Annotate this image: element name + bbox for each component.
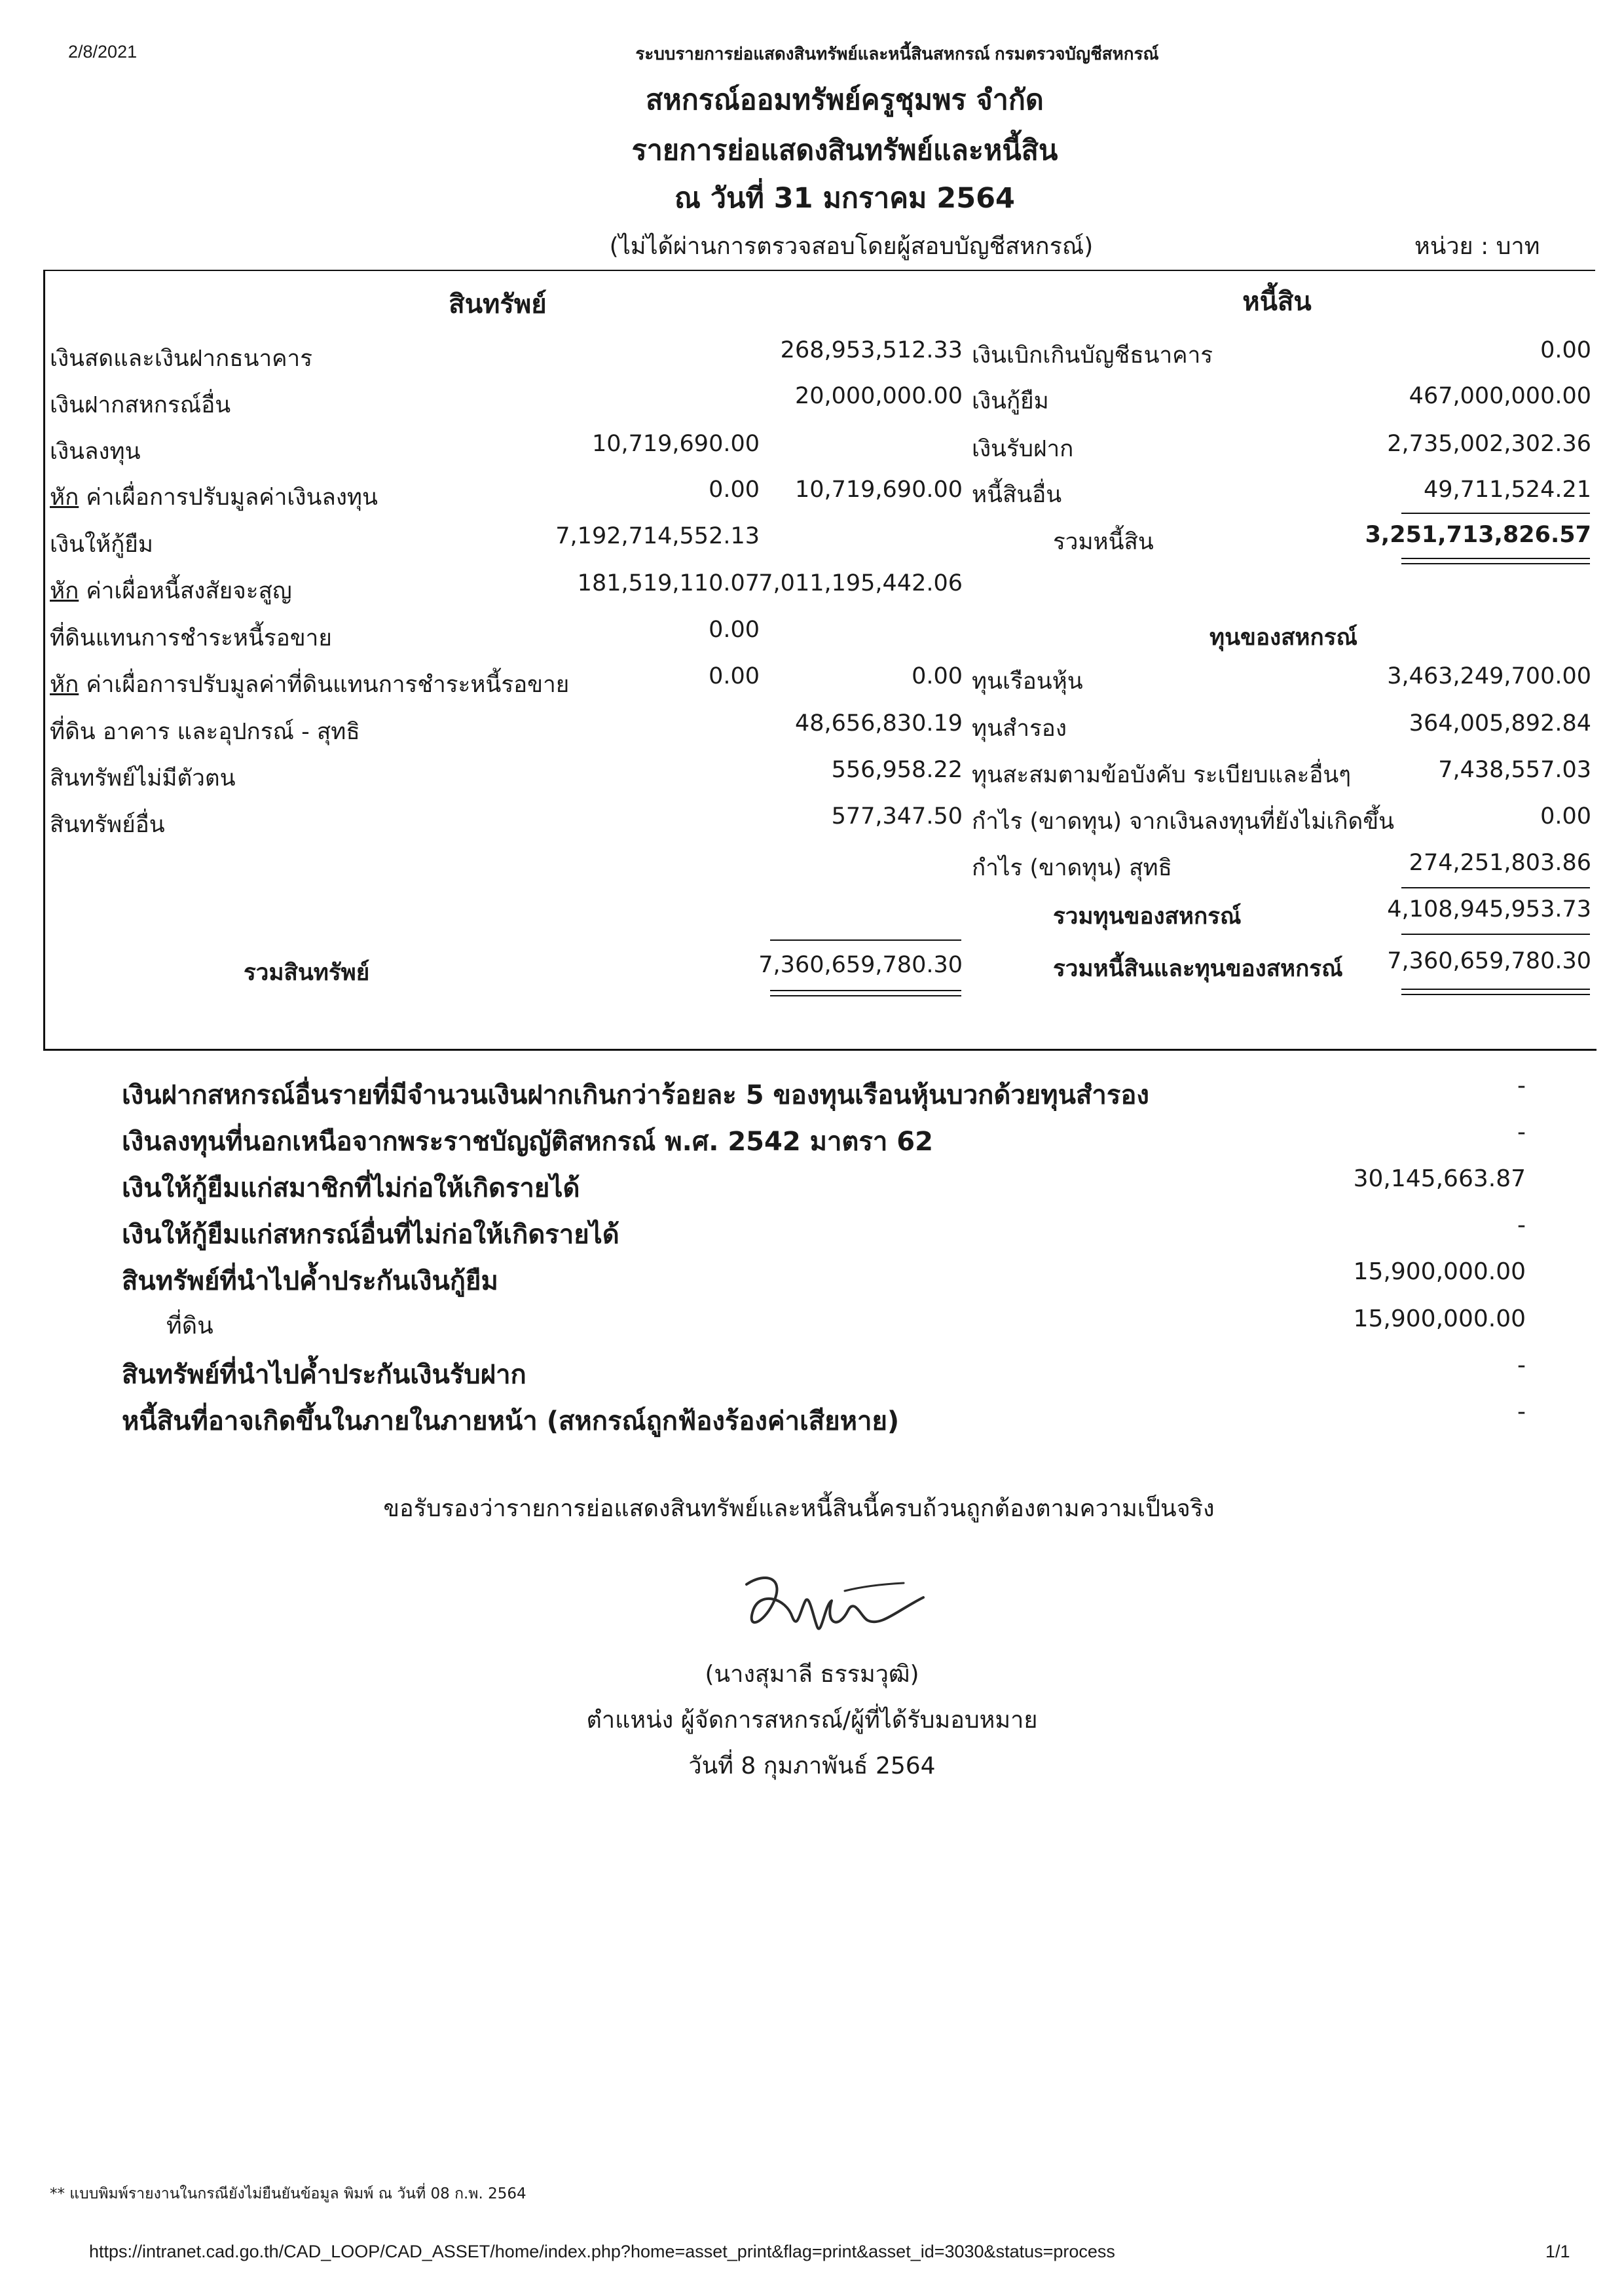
- assets-total-rule-2: [770, 995, 961, 996]
- frame-top-line: [45, 270, 1595, 271]
- liability-label: เงินรับฝาก: [972, 436, 1074, 462]
- assets-total-value: 7,360,659,780.30: [758, 952, 963, 978]
- asset-label: สินทรัพย์ไม่มีตัวตน: [50, 765, 236, 792]
- note-label: เงินให้กู้ยืมแก่สมาชิกที่ไม่ก่อให้เกิดรายได้: [122, 1173, 580, 1203]
- note-label: เงินลงทุนที่นอกเหนือจากพระราชบัญญัติสหกรณ์ พ.ศ. 2542 มาตรา 62: [122, 1127, 933, 1157]
- page-number: 1/1: [1545, 2242, 1570, 2261]
- asset-net: 48,656,830.19: [794, 710, 963, 737]
- grand-total-label: รวมหนี้สินและทุนของสหกรณ์: [1053, 956, 1343, 982]
- note-value: -: [1517, 1352, 1526, 1379]
- handwritten-signature: [727, 1565, 936, 1656]
- asset-net: 556,958.22: [831, 757, 963, 783]
- equity-label: กำไร (ขาดทุน) จากเงินลงทุนที่ยังไม่เกิดขึ้น: [972, 809, 1395, 835]
- liability-label: เงินเบิกเกินบัญชีธนาคาร: [972, 342, 1213, 369]
- asset-label: ที่ดิน อาคาร และอุปกรณ์ - สุทธิ: [50, 719, 360, 745]
- report-title: รายการย่อแสดงสินทรัพย์และหนี้สิน: [631, 134, 1058, 167]
- asset-gross: 7,192,714,552.13: [555, 523, 760, 549]
- asset-gross: 0.00: [709, 477, 760, 503]
- equity-total-value: 4,108,945,953.73: [1387, 896, 1591, 922]
- equity-label: กำไร (ขาดทุน) สุทธิ: [972, 855, 1172, 881]
- liabilities-total-rule-2: [1401, 563, 1590, 564]
- signature-date: วันที่ 8 กุมภาพันธ์ 2564: [688, 1753, 936, 1779]
- grand-total-value: 7,360,659,780.30: [1387, 948, 1591, 974]
- equity-value: 7,438,557.03: [1438, 757, 1591, 783]
- asset-net: 268,953,512.33: [780, 337, 963, 363]
- equity-value: 364,005,892.84: [1409, 710, 1591, 737]
- liability-value: 2,735,002,302.36: [1387, 431, 1591, 457]
- assets-heading: สินทรัพย์: [449, 289, 547, 319]
- assets-total-label: รวมสินทรัพย์: [244, 960, 370, 986]
- grand-total-rule-2: [1401, 994, 1590, 995]
- asset-label: เงินให้กู้ยืม: [50, 532, 153, 558]
- unit-label: หน่วย : บาท: [1414, 233, 1540, 260]
- liability-value: 0.00: [1540, 337, 1591, 363]
- asset-label: ที่ดินแทนการชำระหนี้รอขาย: [50, 625, 332, 651]
- coop-name: สหกรณ์ออมทรัพย์ครูชุมพร จำกัด: [646, 84, 1044, 117]
- asset-label: เงินฝากสหกรณ์อื่น: [50, 392, 231, 418]
- grand-total-rule-1: [1401, 989, 1590, 990]
- equity-label: ทุนสำรอง: [972, 716, 1067, 742]
- asset-gross: 10,719,690.00: [591, 431, 760, 457]
- frame-left-line: [43, 270, 45, 1050]
- asset-net: 10,719,690.00: [794, 477, 963, 503]
- asset-gross: 0.00: [709, 617, 760, 643]
- signatory-position: ตำแหน่ง ผู้จัดการสหกรณ์/ผู้ที่ได้รับมอบหมาย: [586, 1707, 1038, 1734]
- equity-label: ทุนสะสมตามข้อบังคับ ระเบียบและอื่นๆ: [972, 762, 1352, 788]
- report-date: ณ วันที่ 31 มกราคม 2564: [674, 182, 1015, 215]
- note-label: เงินให้กู้ยืมแก่สหกรณ์อื่นที่ไม่ก่อให้เกิดรายได้: [122, 1220, 619, 1250]
- equity-total-top-rule: [1401, 887, 1590, 888]
- note-value: 15,900,000.00: [1353, 1305, 1526, 1332]
- note-value: 30,145,663.87: [1353, 1165, 1526, 1192]
- assets-total-rule-1: [770, 990, 961, 991]
- note-value: -: [1517, 1119, 1526, 1146]
- asset-net: 577,347.50: [831, 803, 963, 829]
- asset-label: เงินสดและเงินฝากธนาคาร: [50, 346, 313, 372]
- liability-label: เงินกู้ยืม: [972, 388, 1049, 414]
- note-value: -: [1517, 1072, 1526, 1099]
- note-value: -: [1517, 1212, 1526, 1239]
- equity-total-bottom-rule: [1401, 934, 1590, 935]
- equity-value: 274,251,803.86: [1409, 850, 1591, 876]
- note-value: -: [1517, 1398, 1526, 1425]
- less-prefix: หัก: [50, 484, 79, 511]
- equity-value: 0.00: [1540, 803, 1591, 829]
- liabilities-heading: หนี้สิน: [1242, 287, 1312, 317]
- note-label: สินทรัพย์ที่นำไปค้ำประกันเงินกู้ยืม: [122, 1266, 498, 1296]
- note-label: หนี้สินที่อาจเกิดขึ้นในภายในภายหน้า (สหกรณ์ถูกฟ้องร้องค่าเสียหาย): [122, 1406, 900, 1436]
- liabilities-total-rule-1: [1401, 558, 1590, 559]
- asset-gross: 0.00: [709, 663, 760, 689]
- audit-note: (ไม่ได้ผ่านการตรวจสอบโดยผู้สอบบัญชีสหกรณ์): [609, 233, 1094, 260]
- asset-net: 0.00: [912, 663, 963, 689]
- liability-value: 49,711,524.21: [1423, 477, 1591, 503]
- signatory-name: (นางสุมาลี ธรรมวุฒิ): [705, 1661, 919, 1688]
- equity-value: 3,463,249,700.00: [1387, 663, 1591, 689]
- liabilities-total-label: รวมหนี้สิน: [1053, 529, 1154, 555]
- asset-gross: 181,519,110.07: [577, 570, 760, 596]
- equity-total-label: รวมทุนของสหกรณ์: [1053, 903, 1242, 930]
- asset-label: สินทรัพย์อื่น: [50, 812, 165, 838]
- liability-label: หนี้สินอื่น: [972, 482, 1062, 508]
- less-prefix: หัก: [50, 578, 79, 604]
- asset-label: ค่าเผื่อการปรับมูลค่าเงินลงทุน: [79, 484, 378, 511]
- equity-label: ทุนเรือนหุ้น: [972, 668, 1083, 695]
- equity-heading: ทุนของสหกรณ์: [1209, 625, 1357, 651]
- frame-bottom-line: [43, 1049, 1596, 1051]
- asset-label: เงินลงทุน: [50, 439, 141, 465]
- note-value: 15,900,000.00: [1353, 1258, 1526, 1285]
- note-label: เงินฝากสหกรณ์อื่นรายที่มีจำนวนเงินฝากเกินกว่าร้อยละ 5 ของทุนเรือนหุ้นบวกด้วยทุนสำรอง: [122, 1080, 1149, 1110]
- footer-url[interactable]: https://intranet.cad.go.th/CAD_LOOP/CAD_ASSET/home/index.php?home=asset_print&flag=print&asset_id=3030&status=process: [89, 2242, 1115, 2261]
- liability-value: 467,000,000.00: [1409, 383, 1591, 409]
- print-date: 2/8/2021: [68, 42, 138, 62]
- certification-statement: ขอรับรองว่ารายการย่อแสดงสินทรัพย์และหนี้สินนี้ครบถ้วนถูกต้องตามความเป็นจริง: [383, 1495, 1215, 1522]
- note-label: สินทรัพย์ที่นำไปค้ำประกันเงินรับฝาก: [122, 1360, 526, 1390]
- asset-label: ค่าเผื่อหนี้สงสัยจะสูญ: [79, 578, 292, 604]
- asset-net: 7,011,195,442.06: [758, 570, 963, 596]
- asset-label: ค่าเผื่อการปรับมูลค่าที่ดินแทนการชำระหนี้รอขาย: [79, 672, 570, 698]
- liabilities-total-value: 3,251,713,826.57: [1365, 522, 1591, 548]
- less-prefix: หัก: [50, 672, 79, 698]
- asset-net: 20,000,000.00: [794, 383, 963, 409]
- footer-note: ** แบบพิมพ์รายงานในกรณียังไม่ยืนยันข้อมูล พิมพ์ ณ วันที่ 08 ก.พ. 2564: [50, 2185, 526, 2202]
- system-title: ระบบรายการย่อแสดงสินทรัพย์และหนี้สินสหกรณ์ กรมตรวจบัญชีสหกรณ์: [635, 44, 1159, 64]
- note-sublabel: ที่ดิน: [166, 1313, 213, 1339]
- assets-total-top-rule: [770, 939, 961, 941]
- liabilities-total-top-rule: [1401, 513, 1590, 514]
